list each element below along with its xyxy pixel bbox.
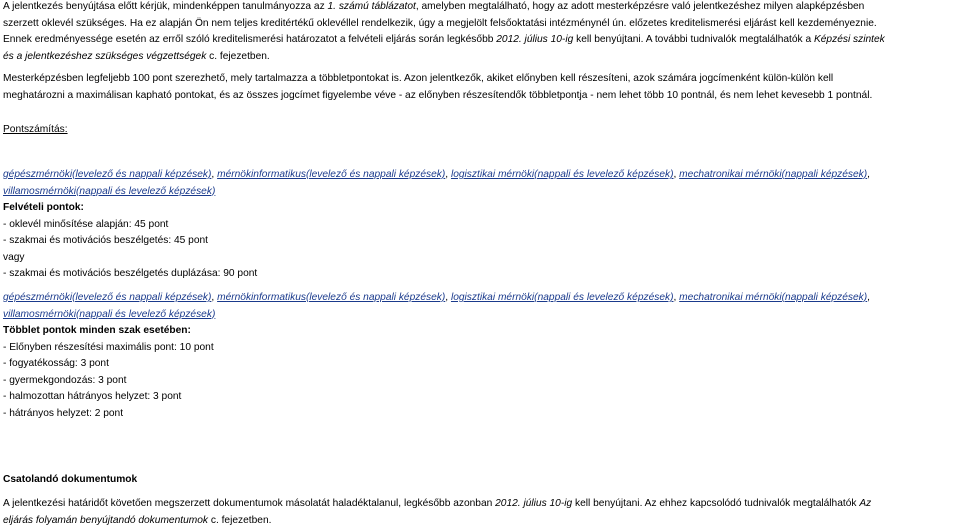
- separator: ,: [867, 169, 871, 180]
- program-link[interactable]: logisztikai mérnöki(nappali és levelező képzések): [450, 169, 674, 180]
- extra-points-heading: Többlet pontok minden szak esetében:: [3, 325, 191, 336]
- separator: ,: [673, 169, 680, 180]
- extra-point-item: - fogyatékosság: 3 pont: [3, 358, 109, 369]
- intro-line-3: [3, 32, 957, 49]
- chapter-reference[interactable]: eljárás folyamán benyújtandó dokumentumok: [3, 514, 209, 526]
- extra-point-item: - halmozottan hátrányos helyzet: 3 pont: [3, 391, 182, 402]
- chapter-reference[interactable]: Képzési szintek: [813, 34, 885, 45]
- intro-text: A jelentkezés benyújtása előtt kérjük, mindenképpen tanulmányozza az: [3, 1, 328, 12]
- chapter-reference[interactable]: és a jelentkezéshez szükséges végzettségek: [3, 50, 207, 62]
- admission-item: - szakmai és motivációs beszélgetés duplázása: 90 pont: [3, 268, 258, 279]
- separator: ,: [211, 169, 218, 180]
- admission-item: - szakmai és motivációs beszélgetés: 45 pont: [3, 235, 208, 246]
- separator: ,: [867, 292, 871, 303]
- chapter-reference[interactable]: Az: [859, 498, 872, 509]
- program-link[interactable]: mechatronikai mérnöki(nappali képzések): [679, 292, 868, 303]
- intro-paragraph: [3, 0, 957, 65]
- separator: ,: [211, 292, 218, 303]
- extra-point-item: - Előnyben részesítési maximális pont: 10 pont: [3, 341, 214, 353]
- admission-points-heading: Felvételi pontok:: [3, 202, 84, 213]
- intro-line-2: [3, 16, 957, 33]
- scoring-heading: Pontszámítás:: [3, 124, 68, 135]
- documents-section: [3, 472, 957, 489]
- programs-list-b: [3, 290, 957, 422]
- programs-list-a: [3, 167, 957, 283]
- program-link[interactable]: mérnökinformatikus(levelező és nappali képzések): [217, 292, 446, 303]
- program-link[interactable]: mérnökinformatikus(levelező és nappali képzések): [217, 169, 446, 180]
- separator: ,: [445, 292, 451, 303]
- intro-text: Ennek eredményessége esetén az erről szóló kreditelismerési határozatot a felvételi eljárás során legkésőbb: [3, 34, 497, 45]
- deadline-date: 2012. július 10-ig: [495, 498, 573, 509]
- extra-point-item: - gyermekgondozás: 3 pont: [3, 374, 127, 386]
- intro-text: c. fejezetben.: [206, 50, 270, 62]
- intro-text: szerzett oklevél szükséges. Ha ez alapján Ön nem teljes kreditértékű oklevéllel rendelkezik, úgy a megjelölt felsőoktatási intézménynél ún. előzetes kreditelismerési eljárást kell kezdeményeznie.: [3, 17, 877, 29]
- intro-line-1: [3, 0, 957, 16]
- program-link[interactable]: logisztikai mérnöki(nappali és levelező képzések): [450, 292, 674, 303]
- program-link[interactable]: mechatronikai mérnöki(nappali képzések): [679, 169, 868, 180]
- documents-text: c. fejezetben.: [208, 514, 272, 526]
- table-reference-link[interactable]: 1. számú táblázatot: [327, 1, 416, 12]
- documents-heading: Csatolandó dokumentumok: [3, 474, 138, 485]
- program-link[interactable]: gépészmérnöki(levelező és nappali képzések): [3, 292, 212, 303]
- intro-text: kell benyújtani. A további tudnivalók megtalálhatók a: [573, 34, 814, 45]
- program-link[interactable]: villamosmérnöki(nappali és levelező képzések): [3, 308, 216, 320]
- master-line-2: meghatározni a maximálisan kapható pontokat, és az összes jogcímet figyelembe véve - az előnyben részesítendők többletpontja - nem lehet több 10 pontnál, és nem lehet kevesebb 1 pontnál.: [3, 89, 873, 101]
- extra-point-item: - hátrányos helyzet: 2 pont: [3, 407, 124, 419]
- program-link[interactable]: villamosmérnöki(nappali és levelező képzések): [3, 185, 216, 197]
- intro-line-4: [3, 49, 957, 66]
- master-line-1: Mesterképzésben legfeljebb 100 pont szerezhető, mely tartalmazza a többletpontokat is. Azon jelentkezők, akiket előnyben kell részesíteni, azok számára jogcímenként külön-külön kell: [3, 73, 834, 84]
- documents-text: A jelentkezési határidőt követően megszerzett dokumentumok másolatát haladéktalanul, legkésőbb azonban: [3, 498, 496, 509]
- admission-item: - oklevél minősítése alapján: 45 pont: [3, 218, 169, 230]
- scoring-section: [3, 122, 957, 139]
- documents-text: kell benyújtani. Az ehhez kapcsolódó tudnivalók megtalálhatók: [572, 498, 860, 509]
- master-paragraph: [3, 71, 957, 104]
- admission-item: vagy: [3, 251, 25, 263]
- intro-text: , amelyben megtalálható, hogy az adott mesterképzésre való jelentkezéshez milyen alapképzésben: [415, 1, 865, 12]
- deadline-date: 2012. július 10-ig: [496, 34, 574, 45]
- separator: ,: [673, 292, 680, 303]
- separator: ,: [445, 169, 451, 180]
- program-link[interactable]: gépészmérnöki(levelező és nappali képzések): [3, 169, 212, 180]
- documents-paragraph: [3, 496, 957, 529]
